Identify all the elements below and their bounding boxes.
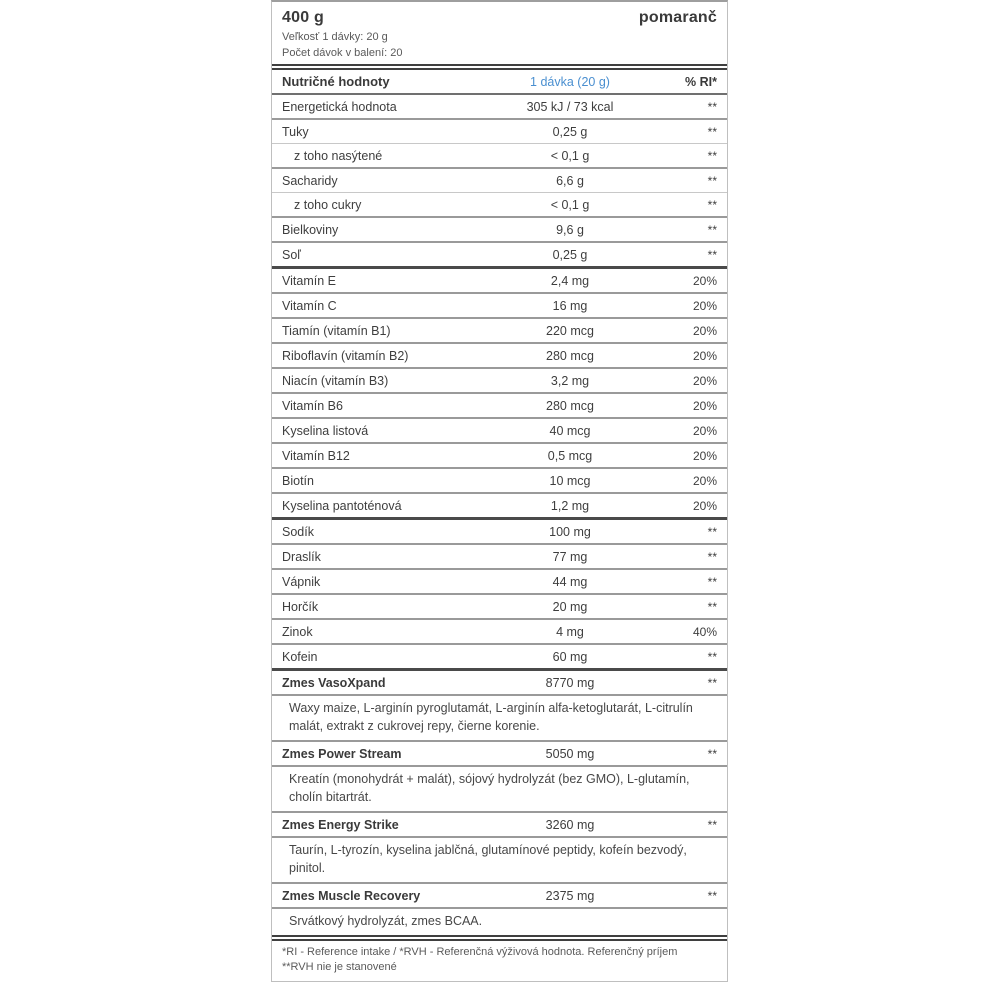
nutrient-label: Soľ (282, 247, 301, 262)
table-row (272, 811, 727, 836)
nutrient-value: 10 mcg (549, 473, 591, 488)
nutrient-label: Bielkoviny (282, 222, 339, 237)
nutrient-value: 44 mg (552, 574, 588, 589)
table-row (272, 668, 727, 694)
table-row (272, 392, 727, 417)
nutrient-value: 60 mg (552, 649, 588, 664)
nutrient-label: Zmes Power Stream (282, 746, 402, 761)
nutrient-value: 5050 mg (545, 746, 595, 761)
nutrient-value: 20 mg (552, 599, 588, 614)
nutrient-label: Draslík (282, 549, 321, 564)
nutrient-label: Zinok (282, 624, 313, 639)
nutrient-label: z toho nasýtené (294, 148, 383, 163)
ri-value: ** (707, 524, 717, 539)
ri-value: ** (707, 746, 717, 761)
package-header (272, 2, 727, 64)
nutrient-label: Vápnik (282, 574, 321, 589)
table-row (272, 95, 727, 118)
ri-value: 20% (692, 473, 717, 488)
nutrient-label: Zmes Energy Strike (282, 817, 399, 832)
table-row (272, 241, 727, 266)
nutrient-value: 2375 mg (545, 888, 595, 903)
ri-value: ** (707, 247, 717, 262)
table-row (272, 118, 727, 143)
nutrient-label: Niacín (vitamín B3) (282, 373, 389, 388)
table-row (272, 192, 727, 216)
nutrient-value: 305 kJ / 73 kcal (526, 99, 614, 114)
column-header-serving: 1 dávka (20 g) (530, 74, 610, 89)
nutrition-rows (272, 95, 727, 935)
ri-value: 20% (692, 298, 717, 313)
nutrient-value: 77 mg (552, 549, 588, 564)
ri-value: ** (707, 197, 717, 212)
nutrient-value: < 0,1 g (550, 148, 590, 163)
ri-value: ** (707, 549, 717, 564)
table-row (272, 417, 727, 442)
nutrient-value: 280 mcg (546, 348, 594, 363)
nutrient-value: 0,25 g (552, 124, 588, 139)
column-header-nutrients: Nutričné hodnoty (282, 74, 390, 89)
nutrient-value: 100 mg (549, 524, 591, 539)
nutrient-label: Kyselina listová (282, 423, 369, 438)
nutrient-label: Vitamín B6 (282, 398, 343, 413)
nutrient-value: 3,2 mg (550, 373, 590, 388)
nutrient-label: Tiamín (vitamín B1) (282, 323, 391, 338)
table-row (272, 167, 727, 192)
table-row (272, 568, 727, 593)
nutrient-value: 3260 mg (545, 817, 595, 832)
table-row (272, 492, 727, 517)
nutrient-value: 0,5 mcg (547, 448, 593, 463)
footnotes (272, 941, 727, 981)
table-row (272, 517, 727, 543)
ri-value: ** (707, 222, 717, 237)
ri-value: 40% (692, 624, 717, 639)
package-weight: 400 g (282, 9, 324, 26)
nutrient-value: 40 mcg (549, 423, 591, 438)
table-row (272, 740, 727, 765)
nutrient-label: Biotín (282, 473, 314, 488)
nutrient-value: 9,6 g (556, 222, 584, 237)
ri-value: 20% (692, 323, 717, 338)
ri-value: 20% (692, 423, 717, 438)
nutrition-facts-panel (271, 0, 728, 982)
table-row (272, 266, 727, 292)
ingredient-description: Waxy maize, L-arginín pyroglutamát, L-arginín alfa-ketoglutarát, L-citrulín malát, extrakt z cukrovej repy, čierne korenie. (272, 694, 727, 740)
nutrient-value: 4 mg (556, 624, 584, 639)
nutrient-label: Horčík (282, 599, 319, 614)
table-row (272, 882, 727, 907)
nutrient-label: z toho cukry (294, 197, 362, 212)
ri-value: ** (707, 574, 717, 589)
nutrient-label: Vitamín B12 (282, 448, 350, 463)
nutrient-value: 6,6 g (556, 173, 584, 188)
table-row (272, 292, 727, 317)
table-row (272, 643, 727, 668)
nutrient-label: Riboflavín (vitamín B2) (282, 348, 409, 363)
ri-value: ** (707, 124, 717, 139)
nutrient-value: 2,4 mg (550, 273, 590, 288)
footnote-line-2: **RVH nie je stanovené (282, 961, 397, 973)
nutrient-label: Vitamín E (282, 273, 336, 288)
nutrient-label: Tuky (282, 124, 309, 139)
nutrient-value: 220 mcg (546, 323, 594, 338)
ri-value: ** (707, 675, 717, 690)
nutrient-label: Energetická hodnota (282, 99, 397, 114)
nutrient-label: Sodík (282, 524, 314, 539)
footnote-line-1: *RI - Reference intake / *RVH - Referenčná výživová hodnota. Referenčný príjem (282, 946, 678, 958)
nutrient-value: 280 mcg (546, 398, 594, 413)
ingredient-description: Taurín, L-tyrozín, kyselina jablčná, glutamínové peptidy, kofeín bezvodý, pinitol. (272, 836, 727, 882)
table-row (272, 143, 727, 167)
nutrient-value: < 0,1 g (550, 197, 590, 212)
nutrient-label: Zmes VasoXpand (282, 675, 386, 690)
ri-value: ** (707, 99, 717, 114)
nutrient-value: 8770 mg (545, 675, 595, 690)
table-row (272, 467, 727, 492)
nutrient-label: Sacharidy (282, 173, 338, 188)
ri-value: ** (707, 148, 717, 163)
ri-value: 20% (692, 448, 717, 463)
nutrient-label: Kofein (282, 649, 318, 664)
flavor-name: pomaranč (638, 9, 717, 26)
nutrient-value: 0,25 g (552, 247, 588, 262)
ri-value: ** (707, 173, 717, 188)
table-row (272, 342, 727, 367)
ri-value: ** (707, 817, 717, 832)
ri-value: ** (707, 599, 717, 614)
column-header-ri: % RI* (685, 74, 717, 89)
table-row (272, 317, 727, 342)
ri-value: 20% (692, 273, 717, 288)
serving-size-line: Veľkosť 1 dávky: 20 g (282, 31, 388, 43)
ri-value: ** (707, 888, 717, 903)
table-row (272, 442, 727, 467)
table-row (272, 543, 727, 568)
ri-value: ** (707, 649, 717, 664)
table-row (272, 367, 727, 392)
ri-value: 20% (692, 398, 717, 413)
servings-count-line: Počet dávok v balení: 20 (282, 47, 403, 59)
ri-value: 20% (692, 373, 717, 388)
nutrient-label: Kyselina pantoténová (282, 498, 402, 513)
nutrient-label: Vitamín C (282, 298, 337, 313)
ingredient-description: Kreatín (monohydrát + malát), sójový hydrolyzát (bez GMO), L-glutamín, cholín bitartrát. (272, 765, 727, 811)
table-row (272, 216, 727, 241)
table-header-row (272, 70, 727, 95)
table-row (272, 618, 727, 643)
ingredient-description: Srvátkový hydrolyzát, zmes BCAA. (272, 907, 727, 935)
nutrient-value: 16 mg (552, 298, 588, 313)
ri-value: 20% (692, 498, 717, 513)
table-row (272, 593, 727, 618)
ri-value: 20% (692, 348, 717, 363)
nutrient-value: 1,2 mg (550, 498, 590, 513)
nutrient-label: Zmes Muscle Recovery (282, 888, 421, 903)
